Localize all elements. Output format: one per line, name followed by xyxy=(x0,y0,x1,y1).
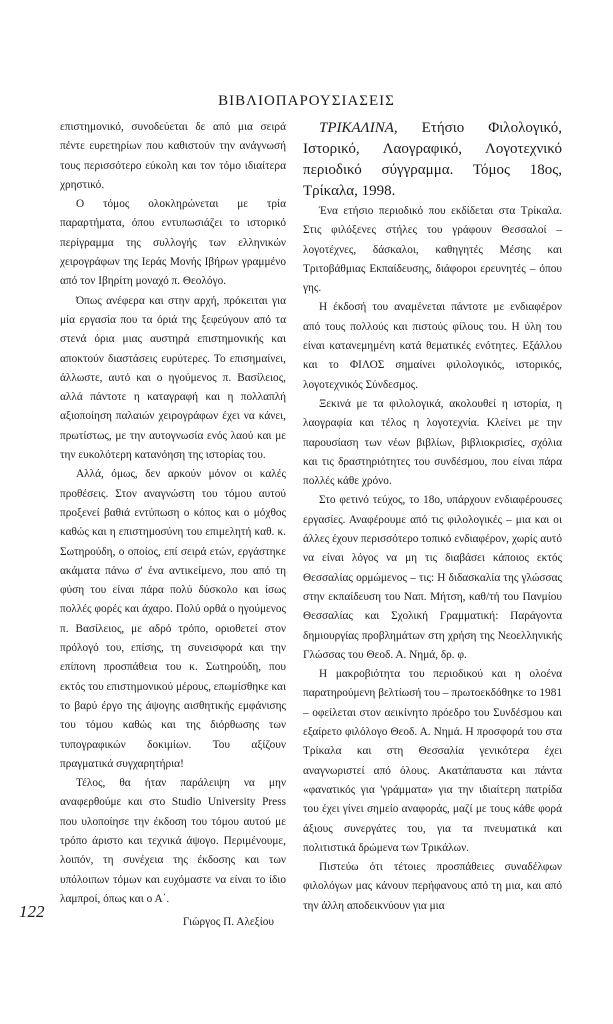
paragraph: Πιστεύω ότι τέτοιες προσπάθειες συναδέλφων φιλολόγων μας κάνουν περήφανους από τη μια, και από την άλλη αποδεικνύουν για μια xyxy=(303,861,562,912)
paragraph: Αλλά, όμως, δεν αρκούν μόνον οι καλές προθέσεις. Στον αναγνώστη του τόμου αυτού προξενεί βαθιά εντύπωση ο κόπος και ο μόχθος καθώς και η επιστημοσύνη του επιμελητή καθ. κ. Σωτηρούδη, ο οποίος, επί σειρά ετών, εργάστηκε ακάματα πάνω σ' ένα αντικείμενο, που από τη φύση του είναι πάρα πολύ δύσκολο και ίσως πολλές φορές και άχαρο. Πολύ ορθά ο ηγούμενος π. Βασίλειος, με αδρό τρόπο, οριοθετεί στον πρόλογό του, επίσης, τη συνεισφορά και την επίπονη προσπάθεια του κ. Σωτηρούδη, που εκτός του επιστημονικού μέρους, επωμίσθηκε και το βαρύ έργο της άψογης αισθητικής εμφάνισης του τόμου καθώς και της διόρθωσης των τυπογραφικών δοκιμίων. Του αξίζουν πραγματικά συγχαρητήρια! xyxy=(60,468,286,770)
paragraph: Όπως ανέφερα και στην αρχή, πρόκειται για μία εργασία που τα όριά της ξεφεύγουν από τα στενά όρια μιας αυστηρά επιστημονικής και αποκτούν διαστάσεις ευρύτερες. Το επισημαίνει, άλλωστε, αυτό και ο ηγούμενος π. Βασίλειος, αλλά πάντοτε η καταγραφή και η πολλαπλή αξιοποίηση παλαιών χειρογράφων έχει να κάνει, πρωτίστως, με την αυτογνωσία ενός λαού και με την ευκολότερη κατανόηση της ιστορίας του. xyxy=(60,294,286,462)
journal-title: ΤΡΙΚΑΛΙΝΑ, xyxy=(319,120,398,136)
running-title: ΒΙΒΛΙΟΠΑΡΟΥΣΙΑΣΕΙΣ xyxy=(218,93,395,109)
paragraph: Ένα ετήσιο περιοδικό που εκδίδεται στα Τρίκαλα. Στις φιλόξενες στήλες του γράφουν Θεσσαλοί – λογοτέχνες, δάσκαλοι, καθηγητές Μέσης και Τριτοβάθμιας Εκπαίδευσης, διάφοροι ερευνητές – όπου γης. xyxy=(303,205,562,295)
right-column xyxy=(303,118,562,916)
reviewed-journal-citation xyxy=(303,118,562,202)
page-number: 122 xyxy=(19,902,45,921)
journal-description: Ετήσιο Φιλολογικό, Ιστορικό, Λαογραφικό, Λογοτεχνικό περιοδικό σύγγραμμα. Τόμος 18ος, Τρίκαλα, 1998. xyxy=(303,120,562,199)
paragraph: Ξεκινά με τα φιλολογικά, ακολουθεί η ιστορία, η λαογραφία και τέλος η λογοτεχνία. Κλείνει με την παρουσίαση των νέων βιβλίων, βιβλιοκρισίες, σχόλια και τις δραστηριότητες του συνδέσμου, που είναι πάρα πολλές κάθε χρόνο. xyxy=(303,397,562,488)
paragraph: επιστημονικό, συνοδεύεται δε από μια σειρά πέντε ευρετηρίων που καθιστούν την ανάγνωσή τους περισσότερο εύκολη και τον τόμο ιδιαίτερα χρηστικό. xyxy=(60,121,286,191)
review-signature: Γιώργος Π. Αλεξίου xyxy=(182,916,274,929)
paragraph: Ο τόμος ολοκληρώνεται με τρία παραρτήματα, όπου εντυπωσιάζει το ιστορικό περίγραμμα της συλλογής των ελληνικών χειρογράφων της Ιεράς Μονής Ιβήρων γραμμένο από τον Ιβηρίτη μοναχό π. Θεολόγο. xyxy=(60,198,286,288)
paragraph: Η έκδοσή του αναμένεται πάντοτε με ενδιαφέρον από τους πολλούς και πιστούς φίλους του. Η ύλη του είναι κατανεμημένη κατά θεματικές ενότητες. Εξάλλου και το ΦΙΛΟΣ σημαίνει φιλολογικός, ιστορικός, λογοτεχνικός Σύνδεσμος. xyxy=(303,301,562,391)
left-column xyxy=(60,118,286,932)
paragraph: Η μακροβιότητα του περιοδικού και η ολοένα παρατηρούμενη βελτίωσή του – πρωτοεκδόθηκε το 1981 – οφείλεται στον αεικίνητο πρόεδρο του Συνδέσμου και εξαίρετο φιλόλογο Θεοδ. Α. Νημά. Η προσφορά του στα Τρίκαλα και στη Θεσσαλία γενικότερα έχει αναγνωριστεί από όλους. Ακατάπαυστα και πάντα «φανατικός για 'γράμματα» για την ιδιαίτερη πατρίδα του έχει γίνει σημείο αναφοράς, μαζί με τους κάθε φορά άξιους συνεργάτες του, για τα πνευματικά και πολιτιστικά δρώμενα των Τρικάλων. xyxy=(303,668,562,854)
paragraph: Στο φετινό τεύχος, το 18ο, υπάρχουν ενδιαφέρουσες εργασίες. Αναφέρουμε από τις φιλολογικές – μια και οι άλλες έχουν περισσότερο τοπικό ενδιαφέρον, χωρίς αυτό να είναι λόγος να μη τις διαβάσει κάποιος εκτός Θεσσαλίας ορμώμενος – τις: Η διδασκαλία της γλώσσας στην εκπαίδευση του Ναπ. Μήτση, καθ/τή του Πανμίου Θεσσαλίας και Σχολική Γραμματική: Παράγοντα δημιουργίας προβλημάτων στη χρήση της Νεοελληνικής Γλώσσας του Θεοδ. Α. Νημά, δρ. φ. xyxy=(303,494,562,661)
paragraph: Τέλος, θα ήταν παράλειψη να μην αναφερθούμε και στο Studio University Press που υλοποίησε την έκδοση του τόμου αυτού με τρόπο άριστο και τεχνικά άψογο. Περιμένουμε, λοιπόν, τη συνέχεια της έκδοσης και των υπόλοιπων τόμων και ευχόμαστε να είναι το ίδιο λαμπροί, όπως και ο Α΄. xyxy=(60,777,286,905)
